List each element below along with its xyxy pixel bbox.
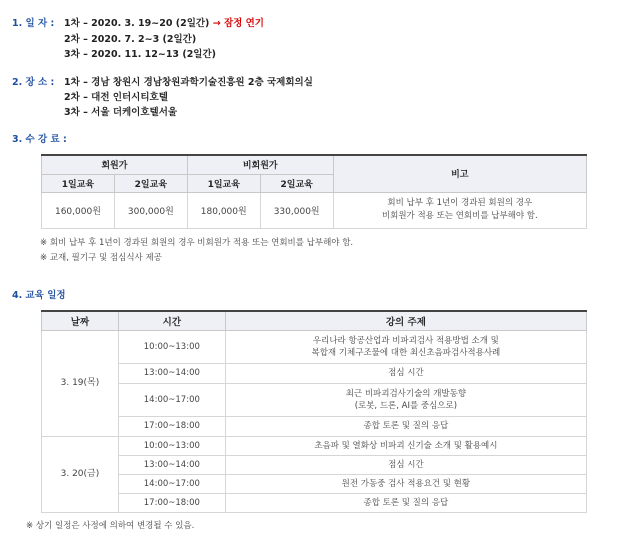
venue-line-2: 2차 – 대전 인터시티호텔 [64,92,168,103]
schedule-topic [225,330,586,363]
schedule-date: 3. 19(목) [42,330,119,436]
fee-subheader: 1일교육 [187,174,260,192]
table-row [42,363,587,383]
fee-remark [333,192,586,228]
date-line-2: 2차 – 2020. 7. 2~3 (2일간) [64,34,197,45]
table-row [42,383,587,416]
venue-line-3: 3차 – 서울 더케이호텔서울 [64,107,178,118]
section-dates-title: 1. 일 자 : [12,18,55,29]
table-row [42,493,587,512]
schedule-header-date: 날짜 [42,311,119,330]
table-row [42,330,587,363]
schedule-time: 10:00~13:00 [118,436,225,455]
schedule-time: 14:00~17:00 [118,474,225,493]
venue-line-1: 1차 – 경남 창원시 경남창원과학기술진흥원 2층 국제회의실 [64,77,313,88]
nonmember-header: 비회원가 [187,155,333,174]
schedule-date: 3. 20(금) [42,436,119,512]
schedule-topic [225,383,586,416]
schedule-table [41,310,587,513]
member-header: 회원가 [42,155,188,174]
fee-note-2: ※ 교재, 필기구 및 점심식사 제공 [40,253,162,263]
table-row [42,455,587,474]
schedule-time: 14:00~17:00 [118,383,225,416]
date-line-3: 3차 – 2020. 11. 12~13 (2일간) [64,49,217,60]
fee-value: 180,000원 [187,192,260,228]
remark-header: 비고 [333,155,586,192]
table-row [42,474,587,493]
table-row [42,436,587,455]
section-fee-title: 3. 수 강 료 : [12,134,67,145]
schedule-topic: 점심 시간 [225,455,586,474]
topic-line: (로봇, 드론, AI를 중심으로) [354,400,458,411]
topic-line: 복합재 기체구조물에 대한 최신초음파검사적용사례 [311,347,501,358]
fee-value: 160,000원 [42,192,115,228]
section-venue-title: 2. 장 소 : [12,77,55,88]
schedule-note: ※ 상기 일정은 사정에 의하여 변경될 수 있음. [26,521,195,531]
schedule-time: 17:00~18:00 [118,416,225,436]
schedule-time: 13:00~14:00 [118,363,225,383]
fee-table [41,154,587,229]
schedule-header-topic: 강의 주제 [225,311,586,330]
schedule-topic: 점심 시간 [225,363,586,383]
postponed-note: → 잠정 연기 [212,18,264,29]
fee-subheader: 1일교육 [42,174,115,192]
topic-line: 우리나라 항공산업과 비파괴검사 적용방법 소개 및 [312,335,499,346]
fee-value: 330,000원 [260,192,333,228]
table-row [42,416,587,436]
fee-subheader: 2일교육 [114,174,187,192]
fee-remark-line: 회비 납부 후 1년이 경과된 회원의 경우 [387,198,533,208]
fee-note-1: ※ 회비 납부 후 1년이 경과된 회원의 경우 비회원가 적용 또는 연회비를 납부해야 함. [40,238,354,248]
schedule-topic: 원전 가동중 검사 적용요건 및 현황 [225,474,586,493]
fee-subheader: 2일교육 [260,174,333,192]
fee-remark-line: 비회원가 적용 또는 연회비를 납부해야 함. [381,211,538,221]
fee-value: 300,000원 [114,192,187,228]
schedule-time: 17:00~18:00 [118,493,225,512]
schedule-topic: 종합 토론 및 질의 응답 [225,416,586,436]
section-schedule-title: 4. 교육 일정 [12,290,66,301]
schedule-time: 10:00~13:00 [118,330,225,363]
date-line-1 [64,15,264,29]
schedule-topic: 종합 토론 및 질의 응답 [225,493,586,512]
schedule-time: 13:00~14:00 [118,455,225,474]
date-1-text: 1차 – 2020. 3. 19~20 (2일간) [64,18,210,29]
schedule-topic: 초음파 및 열화상 비파괴 신기술 소개 및 활용예시 [225,436,586,455]
topic-line: 최근 비파괴검사기술의 개발동향 [345,388,467,399]
schedule-header-time: 시간 [118,311,225,330]
